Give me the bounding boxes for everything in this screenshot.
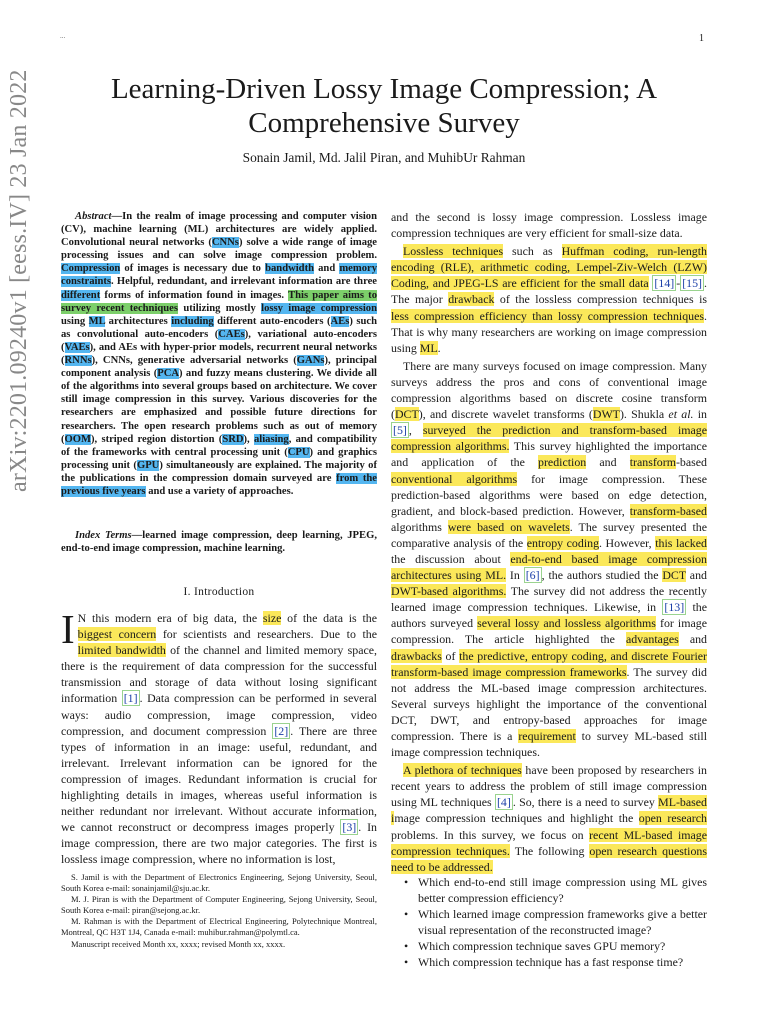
highlight: size: [262, 611, 282, 625]
body-text: , the authors studied the: [541, 568, 663, 583]
index-terms: [61, 529, 377, 555]
index-terms-text: —learned image compression, deep learning, JPEG, end-to-end image compression, machine learning.: [61, 530, 377, 555]
body-text: . However,: [599, 535, 656, 550]
body-text: of: [441, 648, 460, 663]
highlight: open research questions need to be addressed.: [391, 843, 707, 874]
footnote: M. J. Piran is with the Department of Computer Engineering, Sejong University, Seoul, South Korea e-mail: piran@sejong.ac.kr.: [61, 894, 377, 916]
intro-text: of the data is the: [281, 611, 377, 625]
abstract-text: ) solve a wide range of image processing issues and can solve image compression problem.: [61, 237, 377, 262]
authors-line: Sonain Jamil, Md. Jalil Piran, and MuhibUr Rahman: [242, 150, 526, 165]
highlight: bandwidth: [265, 263, 314, 275]
abstract-text: —In the realm of image processing and computer vision (CV), machine learning (ML) architectures are widely applied. Convolutional neural networks (: [61, 211, 377, 249]
highlight: VAEs: [64, 341, 90, 353]
abstract-text: utilizing mostly: [178, 302, 262, 314]
highlight: recent ML-based image compression techniques.: [391, 827, 707, 858]
footnote: S. Jamil is with the Department of Electronics Engineering, Sejong University, Seoul, South Korea e-mail: sonainjamil@sju.ac.kr.: [61, 872, 377, 894]
abstract-text: ), CNNs, generative adversarial networks (: [91, 355, 297, 367]
highlight: ML-based i: [391, 795, 707, 826]
highlight: conventional algorithms: [391, 471, 518, 486]
footnotes: [61, 872, 377, 950]
abstract-lead: Abstract: [75, 211, 112, 222]
paper-title: Learning-Driven Lossy Image Compression; A Comprehensive Survey: [110, 73, 658, 139]
bullet-icon: •: [404, 939, 409, 954]
highlight: Lossless techniques: [403, 244, 504, 259]
body-text: The following: [509, 843, 590, 858]
abstract-text: of images is necessary due to: [120, 263, 266, 275]
list-item: [391, 954, 707, 970]
body-text: This survey highlighted the importance and application of the: [391, 439, 707, 470]
body-text: and: [678, 632, 707, 647]
citation-link[interactable]: [13]: [664, 600, 685, 615]
intro-text: . Data compression can be performed in several ways: audio compression, image compression, video compression, and document compression: [61, 691, 377, 738]
highlight: DWT-based algorithms.: [391, 584, 507, 599]
highlight: were based on wavelets: [447, 519, 570, 534]
footnote: M. Rahman is with the Department of Electrical Engineering, Polytechnique Montreal, Montreal, QC H3T 1J4, Canada e-mail: muhibur.rahman@polymtl.ca.: [61, 916, 377, 938]
abstract-text: . Helpful, redundant, and irrelevant information are three: [111, 276, 377, 288]
highlight: advantages: [625, 632, 679, 647]
abstract: [61, 210, 377, 498]
paragraph: and the second is lossy image compression. Lossless image compression techniques are very efficient for small-size data.: [391, 210, 707, 241]
intro-text: of the channel and limited memory space, there is the requirement of data compression for the successful transmission and storage of data without losing significant information: [61, 643, 378, 706]
highlight: ML: [88, 315, 106, 327]
body-text: and: [586, 455, 630, 470]
drop-cap: I: [61, 606, 75, 652]
body-text: such as: [503, 244, 562, 259]
body-text: In: [506, 568, 524, 583]
highlight: This paper aims to survey recent techniques: [61, 289, 377, 314]
highlight: RNNs: [64, 355, 92, 367]
highlight: surveyed the prediction and transform-based image compression algorithms.: [391, 423, 707, 454]
body-text: .: [437, 340, 441, 355]
highlight: transform-based: [629, 503, 707, 518]
abstract-text: and: [314, 263, 340, 275]
highlight: entropy coding: [526, 535, 600, 550]
body-text: for image compression. The article highlighted the: [391, 616, 707, 647]
bullet-icon: •: [404, 875, 409, 889]
paragraph: [391, 762, 707, 875]
body-text: and: [685, 568, 707, 583]
highlight: end-to-end based image compression architectures using ML.: [391, 551, 707, 583]
intro-text: . There are three types of information in an image: useful, redundant, and irrelevant. Irrelevant information can be ignored for the compression of images. Redundant information is crucial for highlighting details in images, whereas useful information is neither redundant nor irrelevant. Without accurate information, we cannot reconstruct or decompress images properly: [61, 723, 377, 835]
abstract-text: , and compatibility of the frameworks with central processing unit (: [61, 433, 377, 458]
body-text: problems. In this survey, we focus on: [391, 827, 590, 842]
body-text: The survey did not address the recently learned image compression techniques. Likewise, in: [391, 584, 707, 615]
arxiv-watermark: arXiv:2201.09240v1 [eess.IV] 23 Jan 2022: [6, 69, 32, 492]
list-item-text: Which end-to-end still image compression using ML gives better compression efficiency?: [418, 875, 707, 906]
body-text: . The major: [391, 276, 707, 307]
index-terms-lead: Index Terms: [75, 530, 132, 541]
body-text: . The survey presented the comparative analysis of the: [391, 519, 707, 550]
highlight: GANs: [296, 355, 325, 367]
citation-link[interactable]: [2]: [274, 723, 289, 738]
highlight: ML: [419, 340, 438, 355]
highlight: different: [61, 289, 101, 301]
citation-link[interactable]: [14]: [654, 276, 675, 291]
highlight: transform: [629, 455, 676, 470]
paragraph: [391, 358, 707, 760]
footnote: Manuscript received Month xx, xxxx; revised Month xx, xxxx.: [71, 938, 286, 949]
highlight: AEs: [330, 315, 350, 327]
abstract-text: using: [61, 315, 89, 327]
abstract-text: and use a variety of approaches.: [145, 485, 294, 497]
paragraph: [391, 243, 707, 356]
body-text: of the lossless compression techniques is: [494, 292, 707, 307]
highlight: aliasing: [253, 433, 289, 445]
body-text: the discussion about: [391, 551, 511, 566]
abstract-text: ), striped region distortion (: [91, 433, 223, 445]
body-text: . That is why many researchers are working on image compression using: [391, 308, 707, 355]
highlight: Compression: [61, 263, 121, 275]
bullet-icon: •: [404, 907, 409, 922]
body-text: ), and discrete wavelet transforms (: [418, 407, 593, 422]
highlight: DCT: [662, 568, 686, 583]
highlight: DCT: [394, 407, 419, 422]
citation-link[interactable]: [6]: [525, 568, 540, 583]
right-column-body: [391, 209, 707, 875]
et-al: et al.: [668, 407, 694, 422]
body-text: in: [693, 407, 707, 422]
highlight: drawback: [448, 292, 495, 307]
list-item-text: Which compression technique saves GPU memory?: [418, 939, 666, 954]
body-text: -based: [675, 455, 707, 470]
highlight: CPU: [287, 446, 310, 458]
list-item-text: Which learned image compression frameworks give a better visual representation of the reconstructed image?: [418, 907, 707, 938]
abstract-text: architectures: [105, 315, 172, 327]
abstract-text: ), and AEs with hyper-prior models, recurrent neural networks (: [61, 341, 377, 367]
body-text: . So, there is a need to survey: [512, 795, 659, 810]
intro-text: N this modern era of big data, the: [77, 611, 263, 625]
highlight: lossy image compression: [261, 302, 377, 314]
list-item: [391, 906, 707, 938]
abstract-text: ) and graphics processing unit (: [61, 446, 377, 471]
citation-link[interactable]: [4]: [496, 795, 511, 810]
highlight: including: [171, 315, 214, 327]
intro-paragraph: [61, 606, 378, 868]
highlight: this lacked: [655, 535, 707, 550]
citation-link[interactable]: [1]: [123, 691, 138, 706]
list-item: [391, 938, 707, 954]
citation-link[interactable]: [15]: [682, 276, 703, 291]
intro-text: . In image compression, there are two major categories. The first is lossless image compression, where no information is lost,: [61, 820, 377, 867]
section-heading: I. Introduction: [183, 586, 255, 598]
highlight: CAEs: [218, 328, 245, 340]
highlight: Huffman coding, run-length encoding (RLE), arithmetic coding, Lempel-Ziv-Welch (LZW) Coding, and JPEG-LS are efficient for the small data: [391, 244, 707, 291]
highlight: SRD: [222, 433, 244, 445]
highlight: DWT: [592, 407, 620, 422]
bullet-icon: •: [404, 955, 409, 970]
highlight: biggest concern: [77, 627, 157, 642]
highlight: A plethora of techniques: [403, 763, 522, 778]
page-number: 1: [699, 33, 704, 44]
list-item: [391, 874, 707, 906]
header-mark: ...: [60, 32, 66, 40]
body-text: ). Shukla: [619, 407, 669, 422]
highlight: from the previous five years: [61, 472, 377, 497]
abstract-text: ) such as convolutional auto-encoders (: [61, 315, 378, 340]
highlight: limited bandwidth: [77, 643, 166, 658]
body-text: -: [676, 276, 681, 291]
body-text: to survey ML-based still image compression techniques.: [391, 729, 707, 760]
highlight: prediction: [538, 455, 587, 470]
body-text: have been proposed by researchers in recent years to address the problem of still image compression using ML techniques: [391, 763, 707, 810]
citation-link[interactable]: [5]: [393, 423, 407, 438]
citation-link[interactable]: [3]: [342, 820, 357, 835]
abstract-text: ), variational auto-encoders (: [61, 328, 377, 353]
highlight: the predictive, entropy coding, and discrete Fourier transform-based image compression frameworks: [391, 648, 707, 679]
highlight: less compression efficiency than lossy compression techniques: [391, 308, 705, 323]
highlight: GPU: [136, 459, 160, 471]
body-text: for image compression. These prediction-based algorithms were based on edge detection, gradient, and block-based prediction. However,: [391, 471, 707, 518]
highlight: memory constraints: [61, 263, 377, 288]
highlight: drawbacks: [391, 648, 442, 663]
body-text: . The survey did not address the ML-based image compression architectures. Several surveys highlight the importance of the conventional DCT, DWT, and entropy-based approaches for image compression. There is a: [391, 664, 707, 743]
highlight: several lossy and lossless algorithms: [477, 616, 656, 631]
highlight: requirement: [518, 729, 576, 743]
abstract-text: ),: [243, 433, 254, 445]
abstract-text: ) and fuzzy means clustering. We divide all of the algorithms into several groups based on architecture. We cover still image compression in this survey. Various discoveries for the researchers are emphasized and possible future directions for researchers. The open research problems such as out of memory (: [61, 368, 377, 445]
abstract-text: forms of information found in images.: [100, 289, 289, 301]
highlight: OOM: [64, 433, 92, 445]
highlight: open research: [638, 811, 707, 826]
body-text: algorithms: [391, 519, 448, 534]
body-text: ,: [408, 423, 423, 438]
highlight: PCA: [157, 368, 180, 380]
highlight: CNNs: [211, 237, 239, 249]
research-questions-list: [391, 874, 707, 971]
abstract-text: ), principal component analysis (: [61, 355, 377, 380]
body-text: There are many surveys focused on image compression. Many surveys address the pros and cons of conventional image compression algorithms based on discrete cosine transform (: [391, 358, 707, 422]
abstract-text: ) simultaneously are explained. The majority of the publications in the compression domain surveyed are: [61, 459, 378, 484]
body-text: the authors surveyed: [391, 600, 707, 631]
intro-text: for scientists and researchers. Due to the: [156, 627, 378, 642]
abstract-text: different auto-encoders (: [213, 315, 331, 327]
list-item-text: Which compression technique has a fast response time?: [418, 955, 684, 970]
body-text: mage compression techniques and highlight the: [394, 811, 639, 826]
